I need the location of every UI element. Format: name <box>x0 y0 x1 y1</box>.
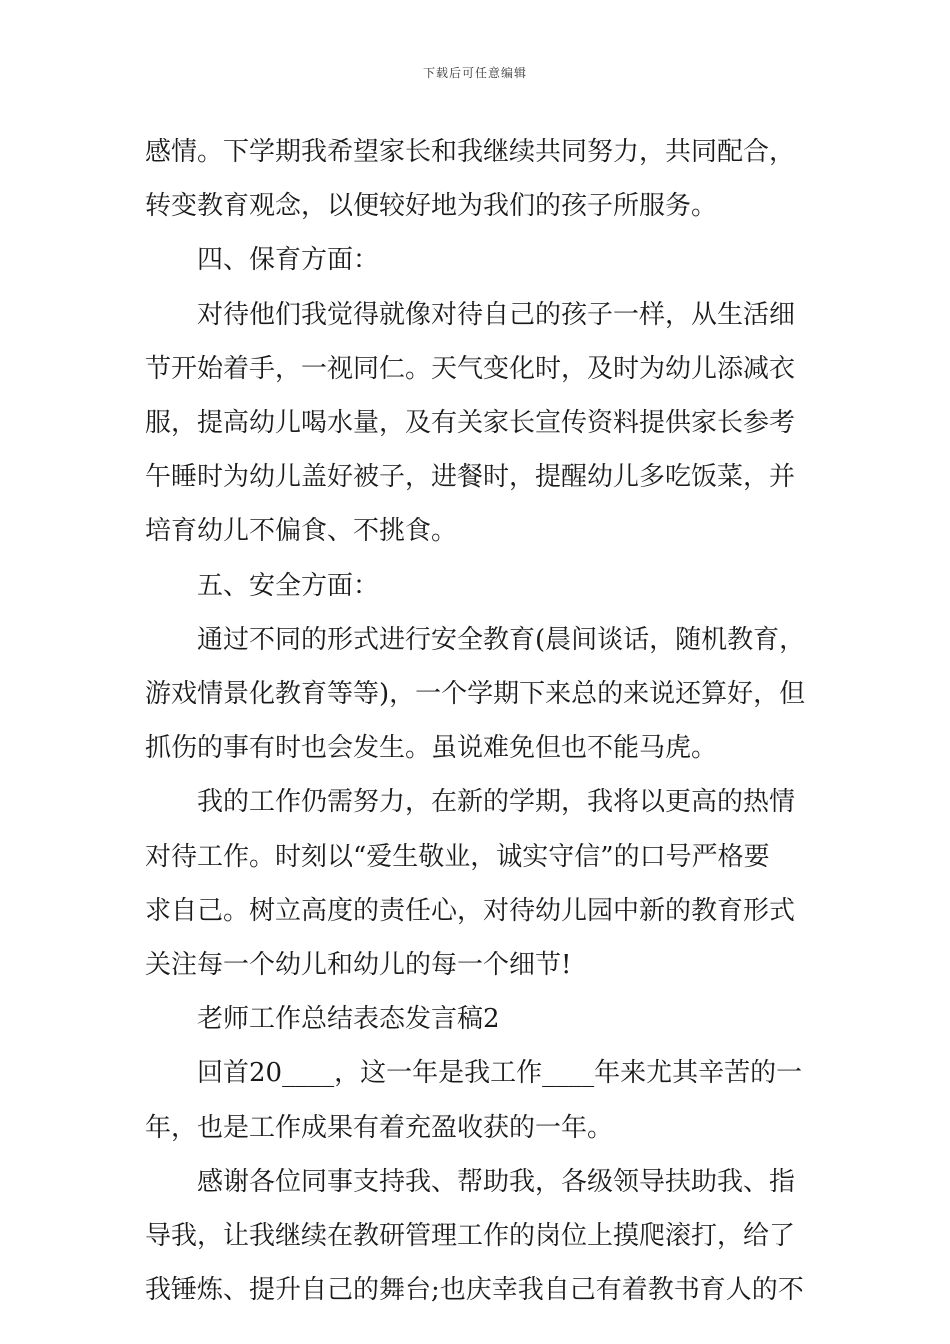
text-line: 服，提高幼儿喝水量，及有关家长宣传资料提供家长参考 <box>145 408 796 438</box>
section-heading: 四、保育方面： <box>197 245 380 275</box>
text-line: 对待工作。时刻以“爱生敬业，诚实守信”的口号严格要 <box>145 842 770 872</box>
text-line: 游戏情景化教育等等)，一个学期下来总的来说还算好，但 <box>145 679 806 709</box>
text-line: 感情。下学期我希望家长和我继续共同努力，共同配合， <box>145 137 796 167</box>
text-line: 通过不同的形式进行安全教育(晨间谈话，随机教育， <box>197 625 806 655</box>
text-line: 转变教育观念，以便较好地为我们的孩子所服务。 <box>145 191 718 221</box>
text-line: 求自己。树立高度的责任心，对待幼儿园中新的教育形式 <box>145 896 796 926</box>
text-line: 回首20____，这一年是我工作____年来尤其辛苦的一 <box>197 1058 803 1088</box>
text-line: 我的工作仍需努力，在新的学期，我将以更高的热情 <box>197 787 796 817</box>
text-line: 抓伤的事有时也会发生。虽说难免但也不能马虎。 <box>145 733 718 763</box>
text-line: 培育幼儿不偏食、不挑食。 <box>145 516 458 546</box>
text-line: 关注每一个幼儿和幼儿的每一个细节! <box>145 950 572 980</box>
text-line: 导我，让我继续在教研管理工作的岗位上摸爬滚打，给了 <box>145 1221 796 1251</box>
document-title: 老师工作总结表态发言稿2 <box>197 1004 500 1034</box>
section-heading: 五、安全方面： <box>197 571 380 601</box>
text-line: 感谢各位同事支持我、帮助我，各级领导扶助我、指 <box>197 1167 796 1197</box>
text-line: 节开始着手，一视同仁。天气变化时，及时为幼儿添减衣 <box>145 354 796 384</box>
text-line: 对待他们我觉得就像对待自己的孩子一样，从生活细 <box>197 300 796 330</box>
text-line: 我锤炼、提升自己的舞台;也庆幸我自己有着教书育人的不 <box>145 1275 804 1305</box>
page-header: 下载后可任意编辑 <box>422 66 527 80</box>
text-line: 年，也是工作成果有着充盈收获的一年。 <box>145 1113 614 1143</box>
text-line: 午睡时为幼儿盖好被子，进餐时，提醒幼儿多吃饭菜，并 <box>145 462 796 492</box>
